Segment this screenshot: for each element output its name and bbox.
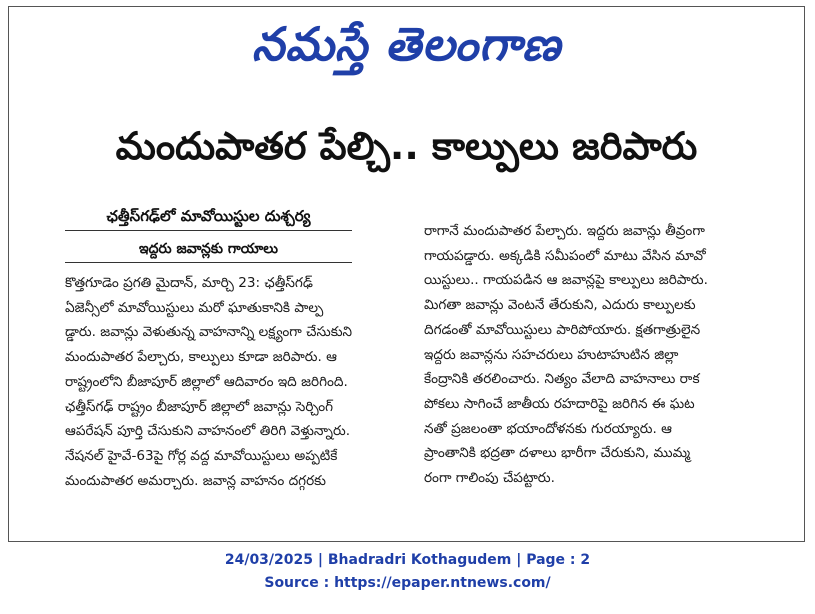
footer-date-edition-page: 24/03/2025 | Bhadradri Kothagudem | Page : 2 <box>224 552 591 568</box>
column-1-line: ఏజెన్సీలో మావోయిస్టులు మరో ఘాతుకానికి పాల్ప <box>65 299 324 316</box>
footer-source-link[interactable]: Source : https://epaper.ntnews.com/ <box>264 575 551 591</box>
column-2-line: ఇద్దరు జవాన్లను సహచరులు హుటాహుటిన జిల్లా <box>424 346 679 363</box>
article-subheading-2: ఇద్దరు జవాన్లకు గాయాలు <box>65 236 352 263</box>
article-column-1 <box>65 271 361 493</box>
column-1-line: కొత్తగూడెం ప్రగతి మైదాన్, మార్చి 23: ఛత్తీస్‌గఢ్ <box>65 275 313 291</box>
column-2-line: యిస్టులు.. గాయపడిన ఆ జవాన్లపై కాల్పులు జరిపారు. <box>424 272 708 289</box>
column-1-line: ఆపరేషన్ పూర్తి చేసుకుని వాహనంలో తిరిగి వెళ్తున్నారు. <box>65 423 351 440</box>
article-column-2 <box>424 219 779 491</box>
column-1-line: మందుపాతర అమర్చారు. జవాన్ల వాహనం దగ్గరకు <box>65 472 326 489</box>
column-2-line: మిగతా జవాన్లు వెంటనే తేరుకుని, ఎదురు కాల్పులకు <box>424 297 696 314</box>
column-1-line: రాష్ట్రంలోని బీజాపూర్ జిల్లాలో ఆదివారం ఇది జరిగింది. <box>65 373 348 390</box>
column-2-line: రంగా గాలింపు చేపట్టారు. <box>424 470 555 487</box>
column-2-line: రాగానే మందుపాతర పేల్చారు. ఇద్దరు జవాన్లు తీవ్రంగా <box>424 223 705 239</box>
column-2-line: కేంద్రానికి తరలించారు. నిత్యం వేలాది వాహనాలు రాక <box>424 371 700 388</box>
column-1-line: ఛత్తీస్‌గఢ్ రాష్ట్రం బీజాపూర్ జిల్లాలో జవాన్లు సెర్చింగ్ <box>65 398 334 415</box>
column-1-line: నేషనల్ హైవే-63పై గోర్ల వద్ద మావోయిస్టులు అప్పటికే <box>65 447 338 464</box>
column-1-line: మందుపాతర పేల్చారు, కాల్పులు కూడా జరిపారు. ఆ <box>65 349 337 366</box>
article-headline: మందుపాతర పేల్చి.. కాల్పులు జరిపారు <box>115 124 698 168</box>
column-2-line: ప్రాంతానికి భద్రతా దళాలు భారీగా చేరుకుని, ముమ్మ <box>424 445 691 462</box>
clipping-frame <box>8 6 805 542</box>
article-subheading-1: ఛత్తీస్‌గఢ్‌లో మావోయిస్టుల దుశ్చర్య <box>65 202 352 231</box>
column-2-line: దిగడంతో మావోయిస్టులు పారిపోయారు. క్షతగాత్రులైన <box>424 321 701 338</box>
column-2-line: నతో ప్రజలంతా భయాందోళనకు గురయ్యారు. ఆ <box>424 420 672 437</box>
column-2-line: గాయపడ్డారు. అక్కడికి సమీపంలో మాటు వేసిన మావో <box>424 247 706 264</box>
newspaper-masthead: నమస్తే తెలంగాణ <box>251 17 562 71</box>
column-2-line: పోకలు సాగించే జాతీయ రహదారిపై జరిగిన ఈ ఘట <box>424 395 695 412</box>
column-1-line: డ్డారు. జవాన్లు వెళుతున్న వాహనాన్ని లక్ష్యంగా చేసుకుని <box>65 324 353 341</box>
